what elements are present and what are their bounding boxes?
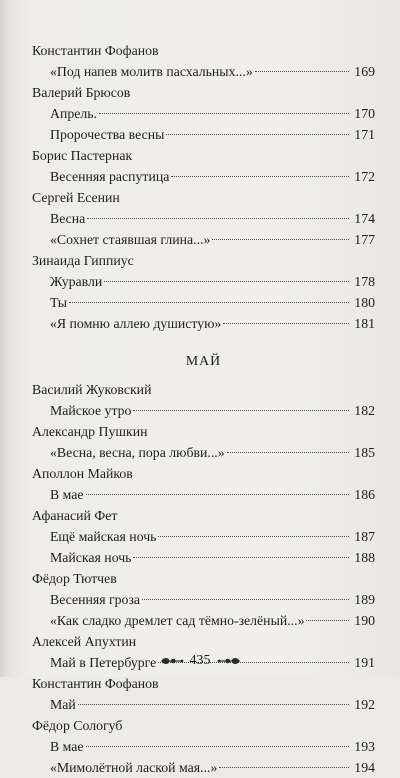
toc-entry-page: 171: [354, 127, 375, 142]
toc-author-group: [32, 187, 375, 250]
toc-entry-page: 187: [354, 529, 375, 544]
ornament-icon: [217, 655, 241, 667]
dot-leader: [133, 410, 349, 411]
toc-entry: [50, 400, 375, 421]
toc-entry-title: Ты: [50, 295, 68, 310]
toc-entry: [50, 526, 375, 547]
toc-entry-title: «Как сладко дремлет сад тёмно-зелёный...»: [50, 613, 305, 628]
toc-author: Алексей Апухтин: [32, 634, 137, 649]
toc-entry-title: Майская ночь: [50, 550, 132, 565]
dot-leader: [158, 536, 349, 537]
toc-entry-page: 181: [354, 316, 375, 331]
toc-entry: [50, 292, 375, 313]
toc-author-group: [32, 715, 375, 778]
toc-entry-title: «Под напев молитв пасхальных...»: [50, 64, 253, 79]
toc-entry-title: Весна: [50, 211, 86, 226]
toc-entry-title: Весенняя распутица: [50, 169, 170, 184]
dot-leader: [255, 71, 349, 72]
toc-entry-page: 194: [354, 760, 375, 775]
dot-leader: [171, 176, 349, 177]
toc-author: Аполлон Майков: [32, 466, 133, 481]
toc-author: Фёдор Сологуб: [32, 718, 123, 733]
page-footer: [0, 650, 400, 672]
toc-author: Валерий Брюсов: [32, 85, 131, 100]
toc-entry: [50, 271, 375, 292]
dot-leader: [99, 113, 349, 114]
toc-entry-page: 190: [354, 613, 375, 628]
toc-author-group: [32, 568, 375, 631]
toc-entry: [50, 166, 375, 187]
dot-leader: [219, 767, 349, 768]
toc-entry: [50, 61, 375, 82]
dot-leader: [306, 620, 349, 621]
toc-entry-title: Журавли: [50, 274, 103, 289]
toc-entry-page: 193: [354, 739, 375, 754]
dot-leader: [78, 704, 349, 705]
toc-entry-page: 177: [354, 232, 375, 247]
toc-entry: [50, 103, 375, 124]
toc-entry-page: 178: [354, 274, 375, 289]
dot-leader: [87, 218, 349, 219]
toc-author-group: [32, 145, 375, 187]
toc-entry-page: 192: [354, 697, 375, 712]
toc-entry: [50, 484, 375, 505]
toc-entry-title: Май: [50, 697, 76, 712]
toc-author: Фёдор Тютчев: [32, 571, 117, 586]
toc-author-group: [32, 505, 375, 568]
dot-leader: [212, 239, 349, 240]
toc-author-group: [32, 379, 375, 421]
toc-author: Сергей Есенин: [32, 190, 120, 205]
toc-entry: [50, 589, 375, 610]
toc-author: Зинаида Гиппиус: [32, 253, 134, 268]
dot-leader: [133, 557, 349, 558]
toc-author: Афанасий Фет: [32, 508, 118, 523]
toc-entry-title: Весенняя гроза: [50, 592, 141, 607]
toc-entry: [50, 229, 375, 250]
toc-entry-page: 169: [354, 64, 375, 79]
toc-author: Василий Жуковский: [32, 382, 152, 397]
toc-entry-page: 182: [354, 403, 375, 418]
toc-author-group: [32, 421, 375, 463]
toc-author: Александр Пушкин: [32, 424, 148, 439]
toc-entry-title: В мае: [50, 487, 84, 502]
toc-entry-page: 172: [354, 169, 375, 184]
toc-entry: [50, 547, 375, 568]
dot-leader: [142, 599, 349, 600]
section-heading: МАЙ: [185, 353, 222, 368]
dot-leader: [166, 134, 349, 135]
toc-author-group: [32, 82, 375, 145]
toc-entry-title: Май в Петербурге: [50, 655, 157, 670]
toc-entry-page: 174: [354, 211, 375, 226]
toc-author: Константин Фофанов: [32, 43, 159, 58]
dot-leader: [86, 494, 349, 495]
toc-entry-title: «Мимолётной лаской мая...»: [50, 760, 218, 775]
toc-entry-title: «Весна, весна, пора любви...»: [50, 445, 225, 460]
toc-entry-title: Пророчества весны: [50, 127, 165, 142]
toc-entry: [50, 124, 375, 145]
dot-leader: [86, 746, 349, 747]
toc-entry-page: 188: [354, 550, 375, 565]
toc-entry: [50, 610, 375, 631]
toc-entry-title: «Я помню аллею душистую»: [50, 316, 222, 331]
toc-entry-title: Ещё майская ночь: [50, 529, 157, 544]
ornament-icon: [160, 655, 184, 667]
toc-entry-title: Апрель.: [50, 106, 97, 121]
toc-author-group: [32, 463, 375, 505]
dot-leader: [69, 302, 349, 303]
toc-entry-page: 180: [354, 295, 375, 310]
toc-entry-title: Майское утро: [50, 403, 132, 418]
toc-author-group: [32, 40, 375, 82]
toc-author-group: [32, 250, 375, 334]
toc-entry-page: 189: [354, 592, 375, 607]
toc-author-group: [32, 673, 375, 715]
dot-leader: [104, 281, 349, 282]
dot-leader: [223, 323, 349, 324]
dot-leader: [227, 452, 349, 453]
toc-entry: [50, 694, 375, 715]
toc-entry: [50, 313, 375, 334]
toc-entry-page: 186: [354, 487, 375, 502]
toc-entry-page: 170: [354, 106, 375, 121]
toc-entry: [50, 757, 375, 778]
toc-entry: [50, 442, 375, 463]
toc-author: Борис Пастернак: [32, 148, 133, 163]
toc-entry-title: «Сохнет стаявшая глина...»: [50, 232, 211, 247]
toc-entry-page: 185: [354, 445, 375, 460]
page-number: 435: [189, 653, 211, 668]
toc-entry-page: 191: [354, 655, 375, 670]
toc-entry: [50, 736, 375, 757]
toc-entry-title: В мае: [50, 739, 84, 754]
toc-entry: [50, 208, 375, 229]
toc-author: Константин Фофанов: [32, 676, 159, 691]
